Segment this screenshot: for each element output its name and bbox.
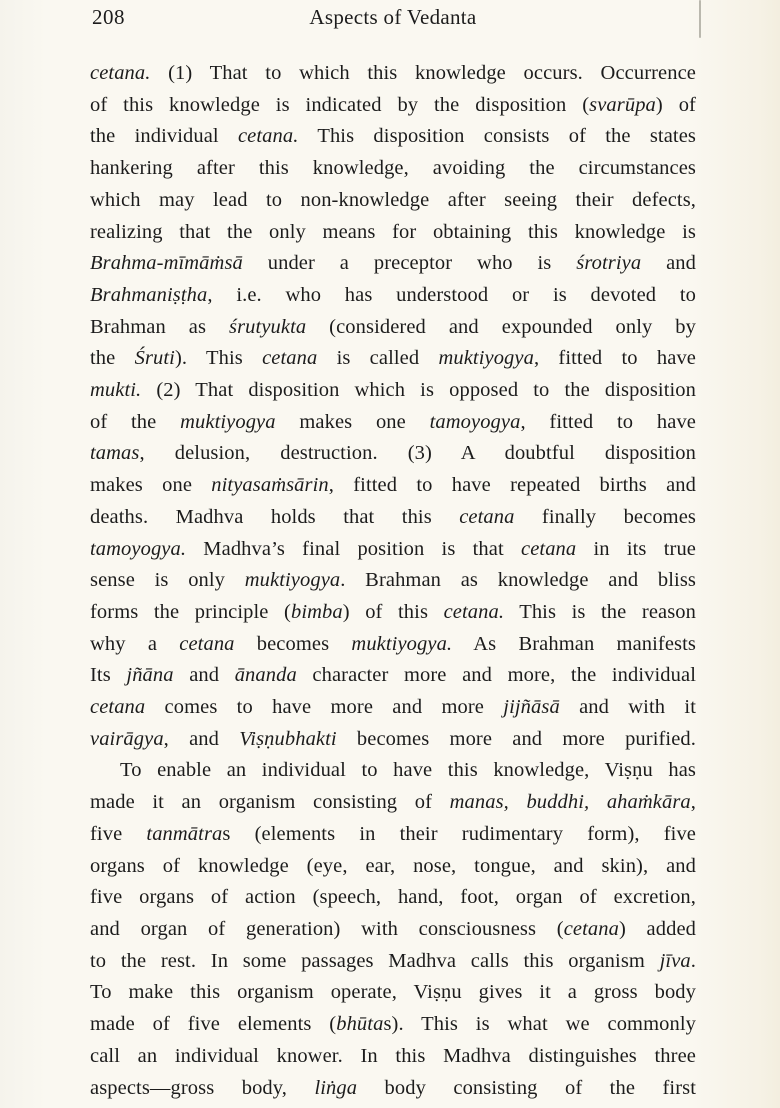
text-line [90,153,696,185]
text-segment: why a [90,632,180,655]
text-segment: is called [317,347,439,370]
text-line [90,977,696,1009]
text-line [90,597,696,629]
text-segment: makes one [90,474,212,497]
text-segment: , delusion, destruction. (3) A doubtful disposition [139,442,696,465]
italic-term: vairāgya [90,727,164,750]
italic-term: manas, buddhi, ahaṁkāra [449,791,691,814]
page-body [90,58,696,1104]
italic-term: Brahma-mīmāṁsā [90,252,243,275]
text-line [90,629,696,661]
italic-term: muktiyogya [180,410,276,433]
text-segment: under a preceptor who is [242,252,577,275]
italic-term: mukti. [90,379,142,402]
text-segment: becomes more and more purified. [336,727,697,750]
italic-term: Viṣṇubhakti [239,727,337,750]
italic-term: muktiyogya [244,569,341,592]
italic-term: cetana [179,632,235,655]
text-segment: s). This is what we commonly [383,1013,696,1036]
text-segment: Brahman as [90,315,230,338]
text-segment: sense is only [90,569,245,592]
text-line [90,914,696,946]
text-line [90,343,696,375]
running-header [90,3,696,31]
text-segment: . Brahman as knowledge and bliss [340,569,696,592]
text-line [90,58,696,90]
text-segment: and organ of generation) with consciousness ( [90,917,564,940]
italic-term: bimba [290,600,343,623]
text-segment: (1) That to which this knowledge occurs. Occurrence [150,62,696,84]
text-line [90,534,696,566]
text-segment: call an individual knower. In this Madhva distinguishes three [90,1044,696,1067]
text-segment: ) of this [342,600,444,623]
text-segment: (2) That disposition which is opposed to the disposition [141,379,696,402]
text-segment: and with it [559,696,696,719]
text-line [90,1073,696,1105]
text-line [90,438,696,470]
text-line [90,755,696,787]
text-segment: realizing that the only means for obtaining this knowledge is [90,220,696,243]
text-segment: , fitted to have [533,347,696,370]
italic-term: Brahmaniṣṭha [90,283,208,306]
text-line [90,248,696,280]
text-line [90,502,696,534]
page-number: 208 [92,5,125,29]
text-segment: makes one [275,410,430,433]
text-line [90,1009,696,1041]
text-line [90,280,696,312]
text-segment: comes to have more and more [145,696,504,719]
italic-term: ānanda [234,664,297,687]
page-edge-shadow [699,0,701,38]
italic-term: bhūta [336,1013,384,1036]
italic-term: jīva [659,949,691,972]
text-segment: Madhva’s final position is that [186,537,521,560]
text-line [90,217,696,249]
text-segment: , and [163,727,240,750]
text-segment: of the [90,410,181,433]
text-segment: , [690,791,696,814]
text-segment: This disposition consists of the states [298,125,696,148]
text-line [90,121,696,153]
italic-term: cetana. [443,600,505,623]
text-segment: , fitted to have repeated births and [328,474,696,497]
text-line [90,1041,696,1073]
italic-term: jijñāsā [503,696,560,719]
text-segment: s (elements in their rudimentary form), five [222,822,697,845]
text-line [90,185,696,217]
text-segment: body consisting of the first [357,1076,696,1099]
text-segment: forms the principle ( [90,600,291,623]
text-segment: ) added [618,917,697,940]
italic-term: cetana [459,505,515,528]
text-segment: five organs of action (speech, hand, foot, organ of excretion, [90,886,696,909]
text-line [90,724,696,756]
text-line [90,882,696,914]
italic-term: cetana [262,347,318,370]
text-segment: aspects—gross body, [90,1076,315,1099]
italic-term: śrotriya [576,252,642,275]
text-segment: hankering after this knowledge, avoiding the circumstances [90,157,696,180]
italic-term: tamas [90,442,140,465]
text-line [90,565,696,597]
text-line [90,692,696,724]
text-line [90,375,696,407]
italic-term: cetana. [237,125,299,148]
text-segment: which may lead to non-knowledge after seeing their defects, [90,188,696,211]
text-segment: ) of [655,93,696,116]
text-segment: in its true [576,537,696,560]
italic-term: Śruti [134,347,175,370]
running-title: Aspects of Vedanta [309,5,477,29]
text-segment: Its [90,664,127,687]
text-segment: This is the reason [504,600,696,623]
text-segment: , i.e. who has understood or is devoted to [207,283,696,306]
text-line [90,312,696,344]
text-segment: made it an organism consisting of [90,791,450,814]
text-line [90,851,696,883]
italic-term: muktiyogya [438,347,534,370]
text-segment: To enable an individual to have this knowledge, Viṣṇu has [120,759,696,782]
text-segment: (considered and expounded only by [306,315,697,338]
text-segment: organs of knowledge (eye, ear, nose, tongue, and skin), and [90,854,696,877]
text-line [90,819,696,851]
italic-term: tanmātra [146,822,223,845]
text-segment: five [90,822,147,845]
text-segment: of this knowledge is indicated by the disposition ( [90,93,590,116]
text-segment: As Brahman manifests [452,632,696,655]
text-segment: . [690,949,696,972]
italic-term: śrutyukta [229,315,307,338]
text-segment: the [90,347,135,370]
text-line [90,787,696,819]
text-segment: becomes [234,632,352,655]
text-segment: finally becomes [514,505,696,528]
text-segment: , fitted to have [520,410,696,433]
text-segment: ). This [174,347,263,370]
italic-term: tamoyogya [429,410,521,433]
text-segment: and [641,252,697,275]
italic-term: svarūpa [589,93,656,116]
text-line [90,660,696,692]
italic-term: cetana [563,917,619,940]
text-segment: deaths. Madhva holds that this [90,505,460,528]
italic-term: liṅga [314,1076,358,1099]
text-line [90,470,696,502]
italic-term: cetana [90,696,146,719]
text-segment: made of five elements ( [90,1013,337,1036]
text-segment: and [173,664,235,687]
italic-term: cetana. [90,62,151,84]
text-line [90,407,696,439]
italic-term: tamoyogya. [90,537,187,560]
text-segment: To make this organism operate, Viṣṇu gives it a gross body [90,981,696,1004]
text-line [90,90,696,122]
text-segment: character more and more, the individual [296,664,696,687]
italic-term: nityasaṁsārin [211,474,329,497]
italic-term: jñāna [126,664,174,687]
text-line [90,946,696,978]
italic-term: muktiyogya. [351,632,453,655]
text-segment: to the rest. In some passages Madhva calls this organism [90,949,660,972]
italic-term: cetana [521,537,577,560]
text-segment: the individual [90,125,238,148]
